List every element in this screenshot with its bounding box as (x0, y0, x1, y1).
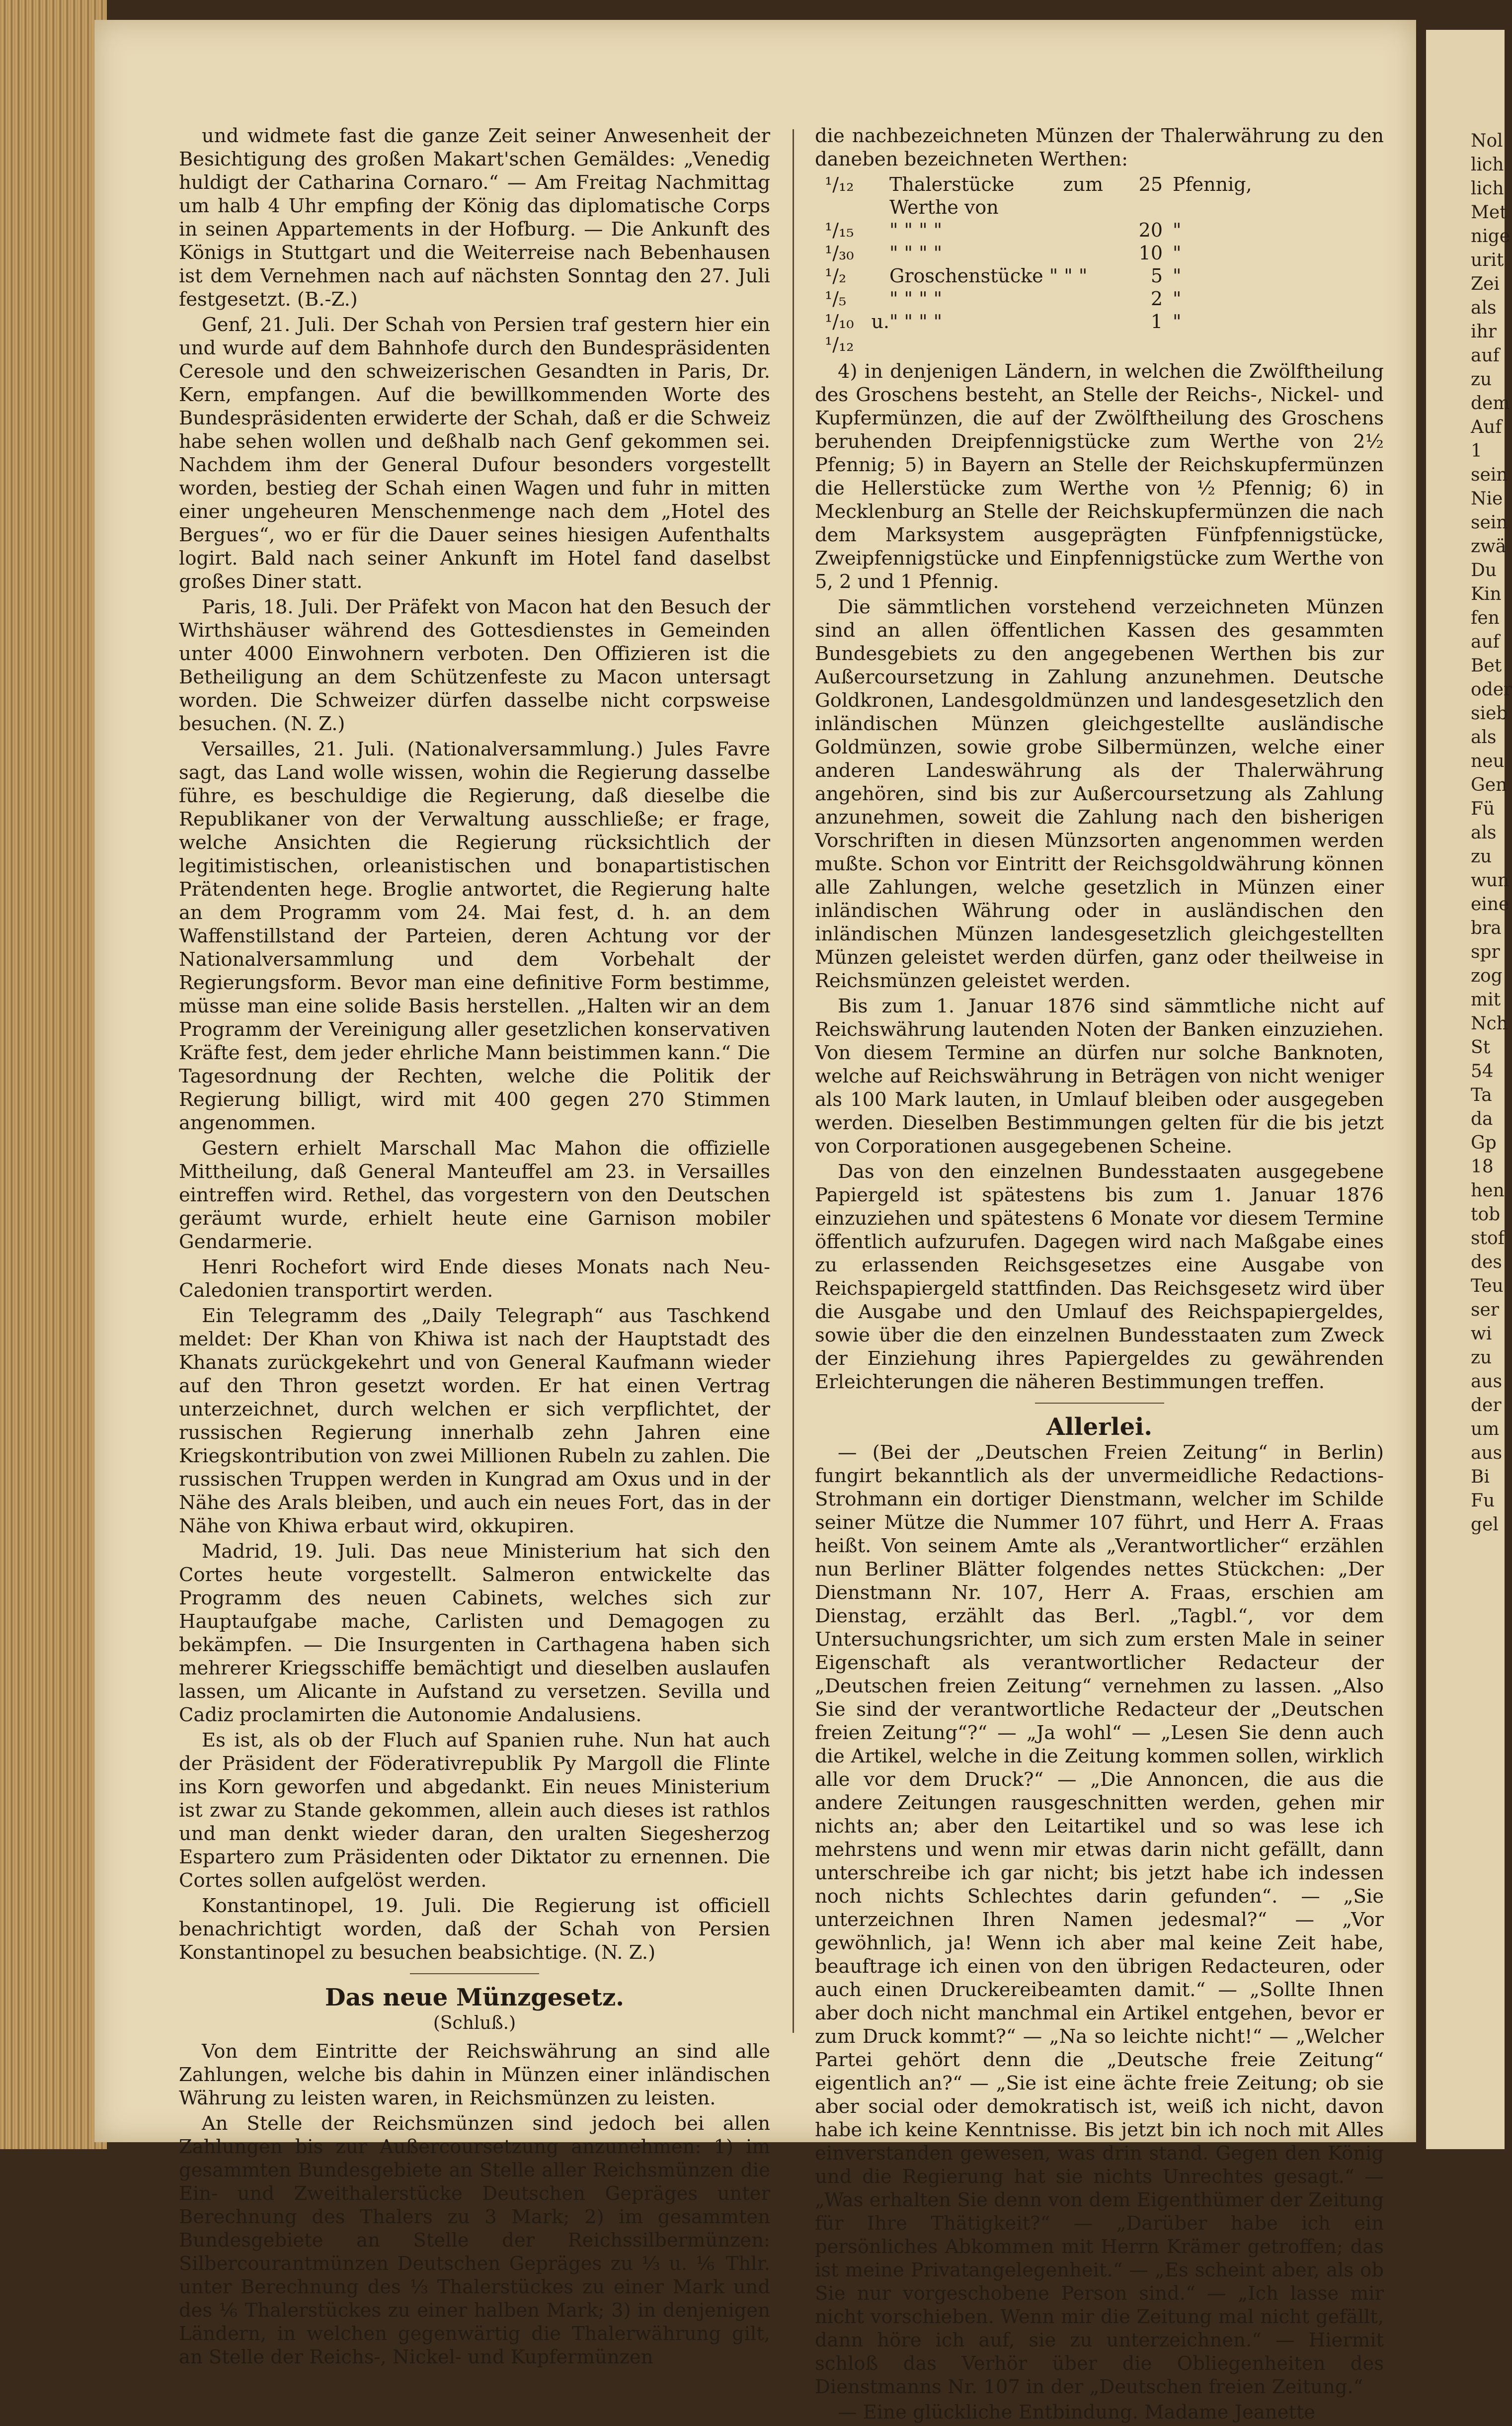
adjacent-page-fragment: Gen (1471, 775, 1508, 795)
coin-name: Groschenstücke " " " (889, 265, 1088, 287)
coin-intro: die nachbezeichneten Münzen der Thalerwährung zu den daneben bezeichneten Werthen: (815, 125, 1384, 170)
adjacent-page-fragment: der (1471, 1395, 1502, 1416)
column-divider (793, 129, 794, 2033)
coin-fraction: ¹/₁₂ (825, 173, 854, 195)
adjacent-page-fragment: auf (1471, 345, 1500, 366)
left-column (179, 124, 770, 2371)
adjacent-page-fragment: dem (1471, 393, 1510, 414)
coin-name: Thalerstücke zum Werthe von (889, 173, 1103, 218)
coin-fraction: ¹/₃₀ (825, 242, 854, 264)
paragraph: Es ist, als ob der Fluch auf Spanien ruhe. Nun hat auch der Präsident der Föderativrepublik Py Margoll die Flinte ins Korn geworfen und abgedankt. Ein neues Ministerium ist zwar zu Stande gekommen, allein auch dieses ist rathlos und man denkt wieder daran, den uralten Siegesherzog Espartero zum Präsidenten oder Diktator zu ernennen. Die Cortes sollen aufgelöst werden. (179, 1729, 770, 1892)
muenzgesetz-continuation (815, 360, 1384, 1394)
coin-row (825, 173, 1384, 219)
adjacent-page-fragment: lich (1471, 178, 1504, 199)
adjacent-page-fragment: Auf (1471, 417, 1502, 437)
paragraph: 4) in denjenigen Ländern, in welchen die Zwölftheilung des Groschens besteht, an Stelle der Reichs-, Nickel- und Kupfermünzen, die auf der Zwölftheilung des Groschens beruhenden Dreipfennigstücke zum Werthe von 2½ Pfennig; 5) in Bayern an Stelle der Reichskupfermünzen die Hellerstücke zum Werthe von ½ Pfennig; 6) in Mecklenburg an Stelle der Reichskupfermünzen die nach dem Marksystem ausgeprägten Fünfpfennigstücke, Zweipfennigstücke und Einpfennigstücke zum Werthe von 5, 2 und 1 Pfennig. (815, 360, 1384, 593)
paragraph: Konstantinopel, 19. Juli. Die Regierung ist officiell benachrichtigt worden, daß der Schah von Persien Konstantinopel zu besuchen beabsichtige. (N. Z.) (179, 1895, 770, 1964)
adjacent-page-fragment: Teu (1471, 1276, 1504, 1296)
coin-value-list (825, 173, 1384, 356)
adjacent-page-fragment: gel (1471, 1514, 1499, 1535)
paragraph: Die sämmtlichen vorstehend verzeichneten Münzen sind an allen öffentlichen Kassen des gesammten Bundesgebiets zu den angegebenen Werthen bis zur Außercoursetzung in Zahlung anzunehmen. Deutsche Goldkronen, Landesgoldmünzen und landesgesetzlich den inländischen Münzen gleichgestellte ausländische Goldmünzen, sowie grobe Silbermünzen, welche einer anderen Landeswährung als der Thalerwährung angehören, sind bis zur Außercoursetzung als Zahlung anzunehmen, soweit die Zahlung nach den bisherigen Vorschriften in diesen Münzsorten angenommen werden mußte. Schon vor Eintritt der Reichsgoldwährung können alle Zahlungen, welche gesetzlich in Münzen einer inländischen Währung oder in ausländischen den inländischen Münzen landesgesetzlich gleichgestellten Münzen geleistet werden dürfen, ganz oder theilweise in Reichsmünzen geleistet werden. (815, 596, 1384, 992)
paragraph: Paris, 18. Juli. Der Präfekt von Macon hat den Besuch der Wirthshäuser während des Gottesdienstes in Gemeinden unter 4000 Einwohnern verboten. Den Offizieren ist die Betheiligung an dem Schützenfeste zu Macon untersagt worden. Die Schweizer dürfen dasselbe nicht corpsweise besuchen. (N. Z.) (179, 596, 770, 735)
coin-unit: " (1173, 265, 1182, 287)
adjacent-page-fragment: als (1471, 298, 1497, 318)
adjacent-page-fragment: Gp (1471, 1133, 1497, 1153)
adjacent-page-fragment: St (1471, 1037, 1491, 1058)
adjacent-page-fragment: 54 (1471, 1061, 1494, 1082)
adjacent-page-fragment: zu (1471, 846, 1492, 867)
coin-name: " " " " (889, 242, 943, 264)
adjacent-page-fragment: Nch (1471, 1013, 1508, 1034)
paragraph: und widmete fast die ganze Zeit seiner Anwesenheit der Besichtigung des großen Makart'schen Gemäldes: „Venedig huldigt der Catharina Cornaro.“ — Am Freitag Nachmittag um halb 4 Uhr empfing der König das diplomatische Corps in seinen Appartements in der Hofburg. — Die Ankunft des Königs in Stuttgart und die Weiterreise nach Bebenhausen ist dem Vernehmen nach auf nächsten Sonntag den 27. Juli festgesetzt. (B.-Z.) (179, 125, 770, 311)
adjacent-page-fragment: nige (1471, 226, 1511, 247)
adjacent-page-fragment: Fu (1471, 1491, 1495, 1511)
adjacent-page-fragment: wi (1471, 1324, 1492, 1344)
adjacent-page-fragment: eine (1471, 894, 1510, 915)
coin-name: " " " " (889, 219, 943, 241)
adjacent-page-fragment: wun (1471, 870, 1510, 891)
adjacent-page-fragment: urit (1471, 250, 1504, 270)
coin-unit: " (1173, 242, 1182, 264)
section-heading-allerlei: Allerlei. (1046, 1413, 1153, 1441)
adjacent-page-fragment: sein (1471, 465, 1508, 485)
coin-unit: " (1173, 311, 1182, 333)
adjacent-page-fragment: neu (1471, 751, 1505, 771)
paragraph: Gestern erhielt Marschall Mac Mahon die offizielle Mittheilung, daß General Manteuffel am 23. in Versailles eintreffen wird. Rethel, das vorgestern von den Deutschen geräumt wurde, erhielt heute eine Garnison mobiler Gendarmerie. (179, 1137, 770, 1253)
adjacent-page-fragment: sein (1471, 512, 1508, 533)
coin-fraction: ¹/₂ (825, 265, 847, 287)
coin-unit: Pfennig, (1173, 173, 1252, 195)
coin-fraction: ¹/₅ (825, 288, 847, 310)
adjacent-page-fragment: zu (1471, 369, 1492, 390)
adjacent-page-fragment: 1 (1471, 441, 1482, 461)
adjacent-page-fragment: ser (1471, 1300, 1499, 1320)
coin-unit: " (1173, 288, 1182, 310)
paragraph: Henri Rochefort wird Ende dieses Monats nach Neu-Caledonien transportirt werden. (179, 1256, 770, 1302)
adjacent-page-fragment: Bet (1471, 656, 1502, 676)
section-rule (410, 1973, 539, 1974)
paragraph: — Eine glückliche Entbindung. Madame Jeanette (838, 2401, 1316, 2424)
coin-value: 10 (1138, 242, 1163, 264)
adjacent-page-fragment: hen (1471, 1180, 1505, 1201)
adjacent-page-fragment: aus (1471, 1371, 1503, 1392)
paragraph: Bis zum 1. Januar 1876 sind sämmtliche nicht auf Reichswährung lautenden Noten der Banken einzuziehen. Von diesem Termine an dürfen nur solche Banknoten, welche auf Reichswährung in Beträgen von nicht weniger als 100 Mark lauten, in Umlauf bleiben oder ausgegeben werden. Dieselben Bestimmungen gelten für die bis jetzt von Corporationen ausgegebenen Scheine. (815, 995, 1384, 1158)
adjacent-page-fragment: um (1471, 1419, 1500, 1439)
right-column (815, 124, 1384, 2426)
section-heading-muenzgesetz: Das neue Münzgesetz. (324, 1984, 625, 2011)
adjacent-page-fragment: oder (1471, 679, 1512, 700)
adjacent-page-fragment: auf (1471, 632, 1500, 652)
adjacent-page-fragment: stof (1471, 1228, 1505, 1249)
adjacent-page-fragment: spr (1471, 942, 1500, 962)
coin-row (825, 310, 1384, 356)
coin-row (825, 219, 1384, 242)
coin-row (825, 287, 1384, 310)
coin-value: 5 (1150, 265, 1163, 287)
left-news-paragraphs (179, 124, 770, 1964)
adjacent-page-fragment: als (1471, 727, 1497, 748)
adjacent-page-fragment: 18 (1471, 1157, 1494, 1177)
adjacent-page-fragment: da (1471, 1109, 1493, 1129)
adjacent-page-text (1426, 30, 1512, 1537)
paragraph: Madrid, 19. Juli. Das neue Ministerium hat sich den Cortes heute vorgestellt. Salmeron entwickelte das Programm des neuen Cabinets, welches sich zur Hauptaufgabe mache, Carlisten und Demagogen zu bekämpfen. — Die Insurgenten in Carthagena haben sich mehrerer Kriegsschiffe bemächtigt und dieselben auslaufen lassen, um Alicante in Aufstand zu versetzen. Sevilla und Cadiz proclamirten die Autonomie Andalusiens. (179, 1540, 770, 1726)
coin-value: 20 (1138, 219, 1163, 241)
adjacent-page-fragment: bra (1471, 918, 1502, 938)
adjacent-page-fragment: Fü (1471, 799, 1495, 819)
adjacent-page-fragment: zwä (1471, 536, 1507, 557)
allerlei-paragraphs (815, 1441, 1384, 2424)
adjacent-page-fragment: des (1471, 1252, 1502, 1272)
adjacent-page-fragment: lich (1471, 155, 1504, 175)
section-subheading: (Schluß.) (433, 2013, 516, 2033)
muenzgesetz-paragraphs (179, 2040, 770, 2369)
adjacent-page-fragment: Nol (1471, 131, 1503, 151)
adjacent-page-fragment: mit (1471, 990, 1501, 1010)
section-rule (1035, 1403, 1164, 1404)
adjacent-page-fragment: Kin (1471, 584, 1502, 604)
coin-fraction: ¹/₁₀ u. ¹/₁₂ (825, 311, 889, 355)
book-page-edges (0, 0, 107, 2149)
adjacent-page-fragment: ihr (1471, 322, 1497, 342)
coin-row (825, 264, 1384, 287)
paragraph: Von dem Eintritte der Reichswährung an sind alle Zahlungen, welche bis dahin in Münzen einer inländischen Währung zu leisten waren, in Reichsmünzen zu leisten. (179, 2040, 770, 2109)
adjacent-page-fragment: tob (1471, 1204, 1501, 1225)
coin-value: 1 (1150, 311, 1163, 333)
paragraph: Versailles, 21. Juli. (Nationalversammlung.) Jules Favre sagt, das Land wolle wissen, wohin die Regierung dasselbe führe, es beschuldige die Regierung, daß dieselbe die Republikaner von der Verwaltung ausschließe; er frage, welche Ansichten die Regierung rücksichtlich der legitimistischen, orleanistischen und bonapartistischen Prätendenten hege. Broglie antwortet, die Regierung halte an dem Programm vom 24. Mai fest, d. h. an dem Waffenstillstand der Parteien, deren Achtung vor der Nationalversammlung und dem Vorbehalt der Regierungsform. Bevor man eine definitive Form bestimme, müsse man eine solide Basis herstellen. „Halten wir an dem Programm der Vereinigung aller gesetzlichen konservativen Kräfte fest, dem jeder ehrliche Mann beistimmen kann.“ Die Tagesordnung der Rechten, welche die Politik der Regierung billigt, wird mit 400 gegen 270 Stimmen angenommen. (179, 738, 770, 1134)
adjacent-page-fragment: Du (1471, 560, 1497, 581)
adjacent-page-fragment: sieb (1471, 703, 1508, 724)
adjacent-page-fragment: Bi (1471, 1467, 1490, 1487)
coin-name: " " " " (889, 311, 943, 333)
adjacent-page-fragment: aus (1471, 1443, 1503, 1463)
adjacent-page-fragment: Nie (1471, 489, 1503, 509)
coin-value: 2 (1150, 288, 1163, 310)
adjacent-page-fragment: zog (1471, 966, 1503, 986)
paragraph: Das von den einzelnen Bundesstaaten ausgegebene Papiergeld ist spätestens bis zum 1. Januar 1876 einzuziehen und spätestens 6 Monate vor diesem Termine öffentlich aufzurufen. Dagegen wird nach Maßgabe eines zu erlassenden Reichsgesetzes eine Ausgabe von Reichspapiergeld stattfinden. Das Reichsgesetz wird über die Ausgabe und den Umlauf des Reichspapiergeldes, sowie über die den einzelnen Bundesstaaten zum Zweck der Einziehung ihres Papiergeldes zu gewährenden Erleichterungen die näheren Bestimmungen treffen. (815, 1161, 1384, 1393)
adjacent-page-fragment: als (1471, 823, 1497, 843)
adjacent-page-fragment: Zei (1471, 274, 1500, 294)
coin-value: 25 (1138, 173, 1163, 195)
adjacent-page-fragment: Met (1471, 202, 1507, 223)
adjacent-page-fragment: Ta (1471, 1085, 1492, 1105)
coin-fraction: ¹/₁₅ (825, 219, 854, 241)
paragraph: Genf, 21. Juli. Der Schah von Persien traf gestern hier ein und wurde auf dem Bahnhofe durch den Bundespräsidenten Ceresole und den schweizerischen Gesandten in Paris, Dr. Kern, empfangen. Auf die bewillkommenden Worte des Bundespräsidenten erwiderte der Schah, daß er die Schweiz habe sehen wollen und deßhalb nach Genf gekommen sei. Nachdem ihm der General Dufour besonders vorgestellt worden, bestieg der Schah einen Wagen und fuhr in mitten einer ungeheuren Menschenmenge nach dem „Hotel des Bergues“, wo er für die Dauer seines hiesigen Aufenthalts logirt. Bald nach seiner Ankunft im Hotel fand daselbst großes Diner statt. (179, 314, 770, 593)
adjacent-page-fragment: zu (1471, 1347, 1492, 1368)
coin-row (825, 242, 1384, 264)
coin-unit: " (1173, 219, 1182, 241)
coin-name: " " " " (889, 288, 943, 310)
paragraph: An Stelle der Reichsmünzen sind jedoch bei allen Zahlungen bis zur Außercoursetzung anzunehmen: 1) im gesammten Bundesgebiete an Stelle aller Reichsmünzen die Ein- und Zweithalerstücke Deutschen Gepräges unter Berechnung des Thalers zu 3 Mark; 2) im gesammten Bundesgebiete an Stelle der Reichssilbermünzen: Silbercourantmünzen Deutschen Gepräges zu ⅓ u. ⅙ Thlr. unter Berechnung des ⅓ Thalerstückes zu einer Mark und des ⅙ Thalerstückes zu einer halben Mark; 3) in denjenigen Ländern, in welchen gegenwärtig die Thalerwährung gilt, an Stelle der Reichs-, Nickel- und Kupfermünzen (179, 2112, 770, 2368)
paragraph: — (Bei der „Deutschen Freien Zeitung“ in Berlin) fungirt bekanntlich als der unvermeidliche Redactions-Strohmann ein dortiger Dienstmann, welcher im Schilde seiner Mütze die Nummer 107 führt, und Herr A. Fraas heißt. Von seinem Amte als „Verantwortlicher“ erzählen nun Berliner Blätter folgendes nettes Stückchen: „Der Dienstmann Nr. 107, Herr A. Fraas, erschien am Dienstag, erzählt das Berl. „Tagbl.“, vor dem Untersuchungsrichter, um sich zum ersten Male in seiner Eigenschaft als verantwortlicher Redacteur der „Deutschen freien Zeitung“ vernehmen zu lassen. „Also Sie sind der verantwortliche Redacteur der „Deutschen freien Zeitung“?“ — „Ja wohl“ — „Lesen Sie denn auch die Artikel, welche in die Zeitung kommen sollen, wirklich alle vor dem Druck?“ — „Die Annoncen, die aus die andere Zeitungen rausgeschnitten werden, gehen mir nichts an; aber den Leitartikel und so was lese ich mehrstens und wenn mir etwas darin nicht gefällt, dann unterschreibe ich gar nicht; bis jetzt habe ich indessen noch nichts Schlechtes darin gefunden“. — „Sie unterzeichnen Ihren Namen jedesmal?“ — „Vor gewöhnlich, ja! Wenn ich aber mal keine Zeit habe, beauftrage ich einen von den übrigen Redacteuren, oder auch einen Druckereibeamten damit.“ — „Sollte Ihnen aber doch nicht manchmal ein Artikel entgehen, bevor er zum Druck kommt?“ — „Na so leichte nicht!“ — „Welcher Partei gehört denn die „Deutsche freie Zeitung“ eigentlich an?“ — „Sie ist eine ächte freie Zeitung; ob sie aber social oder demokratisch ist, weiß ich nicht, davon habe ich keine Kenntnisse. Bis jetzt bin ich noch mit Alles einverstanden gewesen, was drin stand. Gegen den König und die Regierung hat sie nichts Unrechtes gesagt.“ — „Was erhalten Sie denn von dem Eigenthümer der Zeitung für Ihre Thätigkeit?“ — „Darüber habe ich ein persönliches Abkommen mit Herrn Krämer getroffen; das ist meine Privatangelegenheit.“ — „Es scheint aber, als ob Sie nur vorgeschobene Person sind.“ — „Ich lasse mir nicht vorschieben. Wenn mir die Zeitung mal nicht gefällt, dann höre ich auf, sie zu unterzeichnen.“ — Hiermit schloß das Verhör über die Obliegenheiten des Dienstmanns Nr. 107 in der „Deutschen freien Zeitung.“ (815, 1441, 1384, 2398)
adjacent-page-fragment: fen (1471, 608, 1500, 628)
paragraph: Ein Telegramm des „Daily Telegraph“ aus Taschkend meldet: Der Khan von Khiwa ist nach der Hauptstadt des Khanats zurückgekehrt und von General Kaufmann wieder auf den Thron gesetzt worden. Er hat einen Vertrag unterzeichnet, durch welchen er sich verpflichtet, der russischen Regierung innerhalb zehn Jahren eine Kriegskontribution von zwei Millionen Rubeln zu zahlen. Die russischen Truppen werden in Kungrad am Oxus und in der Nähe des Arals bleiben, und auch ein neues Fort, das in der Nähe von Khiwa erbaut wird, okkupiren. (179, 1305, 770, 1537)
